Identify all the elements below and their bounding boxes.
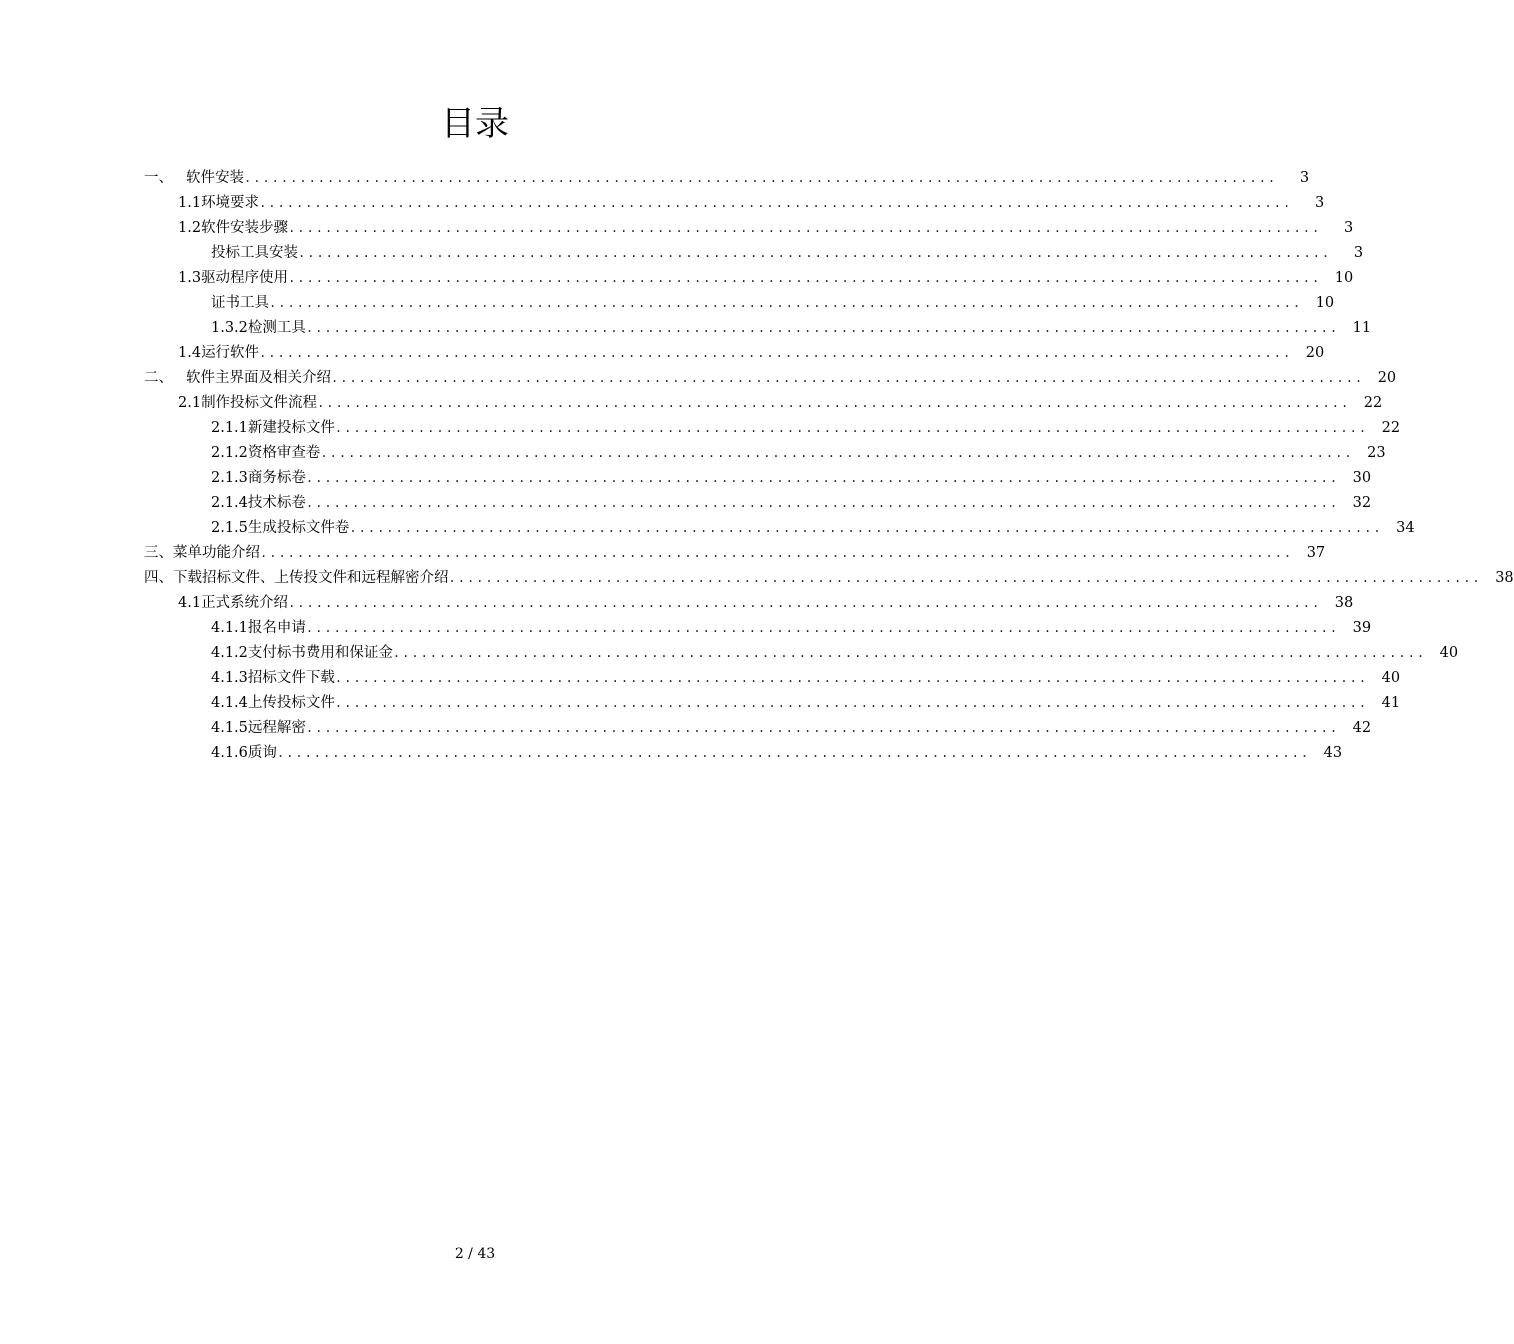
toc-entry-page: 30 [1352, 470, 1372, 486]
toc-entry-number: 4.1.2 [211, 645, 248, 661]
toc-entry-number: 2.1 [178, 395, 202, 411]
toc-entry-number: 1.3 [178, 270, 202, 286]
toc-entry[interactable] [211, 641, 1459, 666]
toc-entry-label: 支付标书费用和保证金 [247, 645, 393, 661]
toc-entry-page: 39 [1352, 620, 1372, 636]
toc-entry-number: 2.1.5 [211, 520, 248, 536]
toc-entry-number: 一、 [144, 170, 173, 186]
toc-entry-number: 1.2 [178, 220, 202, 236]
toc-entry-page: 10 [1315, 295, 1335, 311]
toc-entry-label: 菜单功能介绍 [173, 545, 260, 561]
toc-leader-dots: ................................................................................................................ [298, 246, 1332, 260]
toc-entry[interactable] [178, 391, 1383, 416]
toc-entry-number: 4.1.4 [211, 695, 248, 711]
toc-leader-dots: ................................................................................................................ [276, 746, 1311, 760]
toc-entry-label: 软件主界面及相关介绍 [186, 370, 331, 386]
toc-entry-page: 20 [1377, 370, 1397, 386]
toc-entry-label: 生成投标文件卷 [247, 520, 350, 536]
toc-entry-label: 远程解密 [247, 720, 306, 736]
toc-entry[interactable] [211, 241, 1364, 266]
toc-leader-dots: ................................................................................................................ [392, 646, 1427, 660]
toc-entry[interactable] [211, 291, 1335, 316]
toc-entry-number: 2.1.2 [211, 445, 248, 461]
toc-entry-label: 软件安装 [186, 170, 244, 186]
toc-leader-dots: ................................................................................................................ [334, 696, 1369, 710]
toc-entry-number: 四、 [144, 570, 173, 586]
toc-entry[interactable] [178, 216, 1354, 241]
toc-entry-label: 制作投标文件流程 [201, 395, 318, 411]
toc-entry-label: 质询 [247, 745, 277, 761]
toc-entry-label: 检测工具 [247, 320, 306, 336]
toc-entry[interactable] [211, 466, 1372, 491]
toc-entry[interactable] [144, 541, 1326, 566]
toc-entry-page: 3 [1299, 170, 1310, 186]
page-title: 目录 [441, 104, 509, 144]
toc-entry-page: 20 [1305, 345, 1325, 361]
toc-entry-number: 1.3.2 [211, 320, 248, 336]
toc-entry[interactable] [211, 666, 1401, 691]
toc-leader-dots: ................................................................................................................ [244, 171, 1278, 185]
toc-entry-number: 4.1.5 [211, 720, 248, 736]
toc-leader-dots: ................................................................................................................ [288, 221, 1322, 235]
toc-entry-page: 22 [1363, 395, 1383, 411]
toc-leader-dots: ................................................................................................................ [269, 296, 1303, 310]
toc-entry-number: 2.1.3 [211, 470, 248, 486]
toc-entry-page: 34 [1396, 520, 1415, 536]
toc-entry[interactable] [178, 341, 1325, 366]
toc-entry-label: 下载招标文件、上传投文件和远程解密介绍 [173, 570, 449, 586]
toc-leader-dots: ................................................................................................................ [305, 721, 1340, 735]
toc-entry[interactable] [211, 441, 1386, 466]
toc-entry[interactable] [211, 491, 1372, 516]
toc-leader-dots: ................................................................................................................ [334, 671, 1369, 685]
toc-entry-number: 2.1.1 [211, 420, 248, 436]
toc-entry-label: 正式系统介绍 [201, 595, 289, 611]
toc-entry-number: 4.1 [178, 595, 202, 611]
toc-entry-label: 环境要求 [201, 195, 260, 211]
toc-leader-dots: ................................................................................................................ [305, 321, 1340, 335]
toc-entry-number: 1.4 [178, 345, 202, 361]
toc-entry-page: 10 [1334, 270, 1354, 286]
toc-entry-label: 证书工具 [211, 295, 269, 311]
toc-entry-label: 上传投标文件 [247, 695, 335, 711]
toc-entry-page: 40 [1381, 670, 1401, 686]
toc-entry-label: 商务标卷 [247, 470, 306, 486]
toc-entry-label: 技术标卷 [247, 495, 306, 511]
toc-leader-dots: ................................................................................................................ [260, 546, 1294, 560]
toc-entry[interactable] [178, 591, 1354, 616]
toc-entry-label: 软件安装步骤 [201, 220, 289, 236]
page-number-footer: 2 / 43 [454, 1246, 496, 1262]
toc-entry-label: 运行软件 [201, 345, 260, 361]
toc-entry[interactable] [211, 416, 1401, 441]
toc-entry-label: 招标文件下载 [247, 670, 335, 686]
toc-entry-label: 驱动程序使用 [201, 270, 289, 286]
toc-entry-page: 32 [1352, 495, 1372, 511]
toc-entry[interactable] [144, 566, 1514, 591]
toc-entry-page: 23 [1367, 445, 1386, 461]
toc-entry[interactable] [178, 191, 1325, 216]
toc-entry-page: 41 [1381, 695, 1401, 711]
toc-leader-dots: ................................................................................................................ [349, 521, 1383, 535]
toc-entry[interactable] [211, 616, 1372, 641]
toc-entry[interactable] [211, 741, 1343, 766]
toc-entry-page: 11 [1352, 320, 1372, 336]
toc-leader-dots: ................................................................................................................ [288, 596, 1322, 610]
toc-entry-number: 4.1.6 [211, 745, 248, 761]
toc-entry-number: 4.1.3 [211, 670, 248, 686]
toc-entry-page: 37 [1306, 545, 1326, 561]
toc-leader-dots: ................................................................................................................ [259, 196, 1293, 210]
toc-entry-label: 报名申请 [247, 620, 306, 636]
toc-entry-label: 投标工具安装 [211, 245, 298, 261]
toc-leader-dots: ................................................................................................................ [288, 271, 1322, 285]
toc-entry-page: 3 [1314, 195, 1325, 211]
toc-entry-number: 4.1.1 [211, 620, 248, 636]
toc-entry[interactable] [178, 266, 1354, 291]
toc-entry-page: 3 [1343, 220, 1354, 236]
toc-entry-page: 42 [1352, 720, 1372, 736]
toc-entry-page: 40 [1439, 645, 1459, 661]
toc-entry[interactable] [144, 166, 1310, 191]
toc-entry[interactable] [211, 516, 1415, 541]
toc-leader-dots: ................................................................................................................ [334, 421, 1369, 435]
toc-entry-number: 二、 [144, 370, 173, 386]
toc-entry-page: 22 [1381, 420, 1401, 436]
toc-leader-dots: ................................................................................................................ [331, 371, 1365, 385]
toc-entry-page: 38 [1334, 595, 1354, 611]
toc-entry[interactable] [211, 716, 1372, 741]
toc-entry[interactable] [211, 316, 1372, 341]
toc-leader-dots: ................................................................................................................ [305, 471, 1340, 485]
toc-entry-page: 38 [1495, 570, 1514, 586]
toc-leader-dots: ................................................................................................................ [317, 396, 1351, 410]
toc-leader-dots: ................................................................................................................ [320, 446, 1354, 460]
toc-entry[interactable] [144, 366, 1397, 391]
toc-entry-number: 三、 [144, 545, 173, 561]
toc-entry-label: 资格审查卷 [247, 445, 321, 461]
toc-leader-dots: ................................................................................................................ [448, 571, 1482, 585]
toc-entry-page: 3 [1353, 245, 1364, 261]
toc-entry-number: 1.1 [178, 195, 202, 211]
toc-entry-number: 2.1.4 [211, 495, 248, 511]
toc-leader-dots: ................................................................................................................ [305, 496, 1340, 510]
toc-entry-page: 43 [1323, 745, 1343, 761]
toc-entry-label: 新建投标文件 [247, 420, 335, 436]
toc-leader-dots: ................................................................................................................ [259, 346, 1293, 360]
toc-leader-dots: ................................................................................................................ [305, 621, 1340, 635]
toc-entry[interactable] [211, 691, 1401, 716]
